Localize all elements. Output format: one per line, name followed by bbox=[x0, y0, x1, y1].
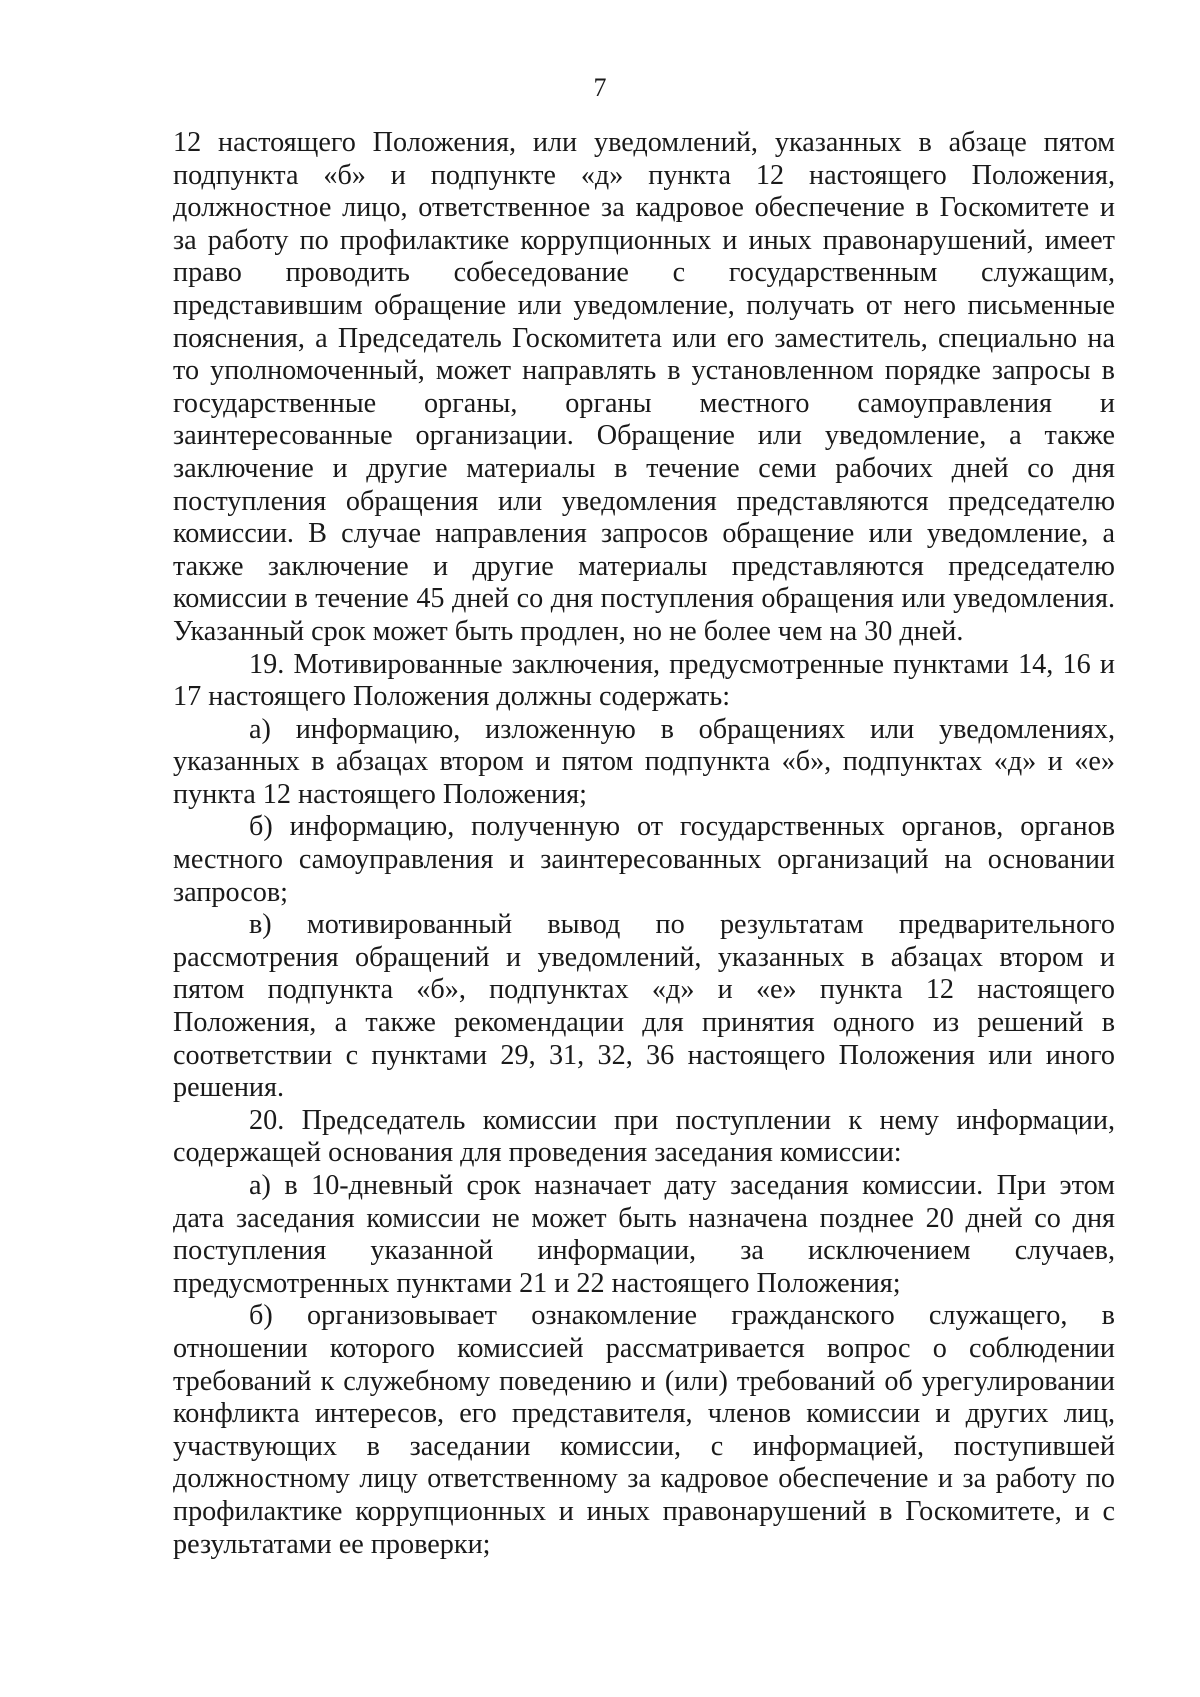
paragraph-item-19: 19. Мотивированные заключения, предусмотренные пунктами 14, 16 и 17 настоящего Положения должны содержать: bbox=[173, 648, 1115, 713]
document-body bbox=[173, 127, 1115, 1561]
paragraph-item-20a: а) в 10-дневный срок назначает дату заседания комиссии. При этом дата заседания комиссии не может быть назначена позднее 20 дней со дня поступления указанной информации, за исключением случаев, предусмотренных пунктами 21 и 22 настоящего Положения; bbox=[173, 1170, 1115, 1299]
paragraph-item-19b: б) информацию, полученную от государственных органов, органов местного самоуправления и заинтересованных организаций на основании запросов; bbox=[173, 811, 1115, 908]
paragraph-continuation: 12 настоящего Положения, или уведомлений, указанных в абзаце пятом подпункта «б» и подпункте «д» пункта 12 настоящего Положения, должностное лицо, ответственное за кадровое обеспечение в Госкомитете и за работу по профилактике коррупционных и иных правонарушений, имеет право проводить собеседование с государственным служащим, представившим обращение или уведомление, получать от него письменные пояснения, а Председатель Госкомитета или его заместитель, специально на то уполномоченный, может направлять в установленном порядке запросы в государственные органы, органы местного самоуправления и заинтересованные организации. Обращение или уведомление, а также заключение и другие материалы в течение семи рабочих дней со дня поступления обращения или уведомления представляются председателю комиссии. В случае направления запросов обращение или уведомление, а также заключение и другие материалы представляются председателю комиссии в течение 45 дней со дня поступления обращения или уведомления. Указанный срок может быть продлен, но не более чем на 30 дней. bbox=[173, 127, 1115, 647]
paragraph-item-19a: а) информацию, изложенную в обращениях или уведомлениях, указанных в абзацах втором и пятом подпункта «б», подпунктах «д» и «е» пункта 12 настоящего Положения; bbox=[173, 713, 1115, 810]
page-number: 7 bbox=[593, 73, 607, 102]
paragraph-item-20b: б) организовывает ознакомление гражданского служащего, в отношении которого комиссией рассматривается вопрос о соблюдении требований к служебному поведению и (или) требований об урегулировании конфликта интересов, его представителя, членов комиссии и других лиц, участвующих в заседании комиссии, с информацией, поступившей должностному лицу ответственному за кадровое обеспечение и за работу по профилактике коррупционных и иных правонарушений в Госкомитете, и с результатами ее проверки; bbox=[173, 1300, 1115, 1560]
paragraph-item-20: 20. Председатель комиссии при поступлении к нему информации, содержащей основания для проведения заседания комиссии: bbox=[173, 1104, 1115, 1169]
paragraph-item-19v: в) мотивированный вывод по результатам предварительного рассмотрения обращений и уведомлений, указанных в абзацах втором и пятом подпункта «б», подпунктах «д» и «е» пункта 12 настоящего Положения, а также рекомендации для принятия одного из решений в соответствии с пунктами 29, 31, 32, 36 настоящего Положения или иного решения. bbox=[173, 909, 1115, 1104]
